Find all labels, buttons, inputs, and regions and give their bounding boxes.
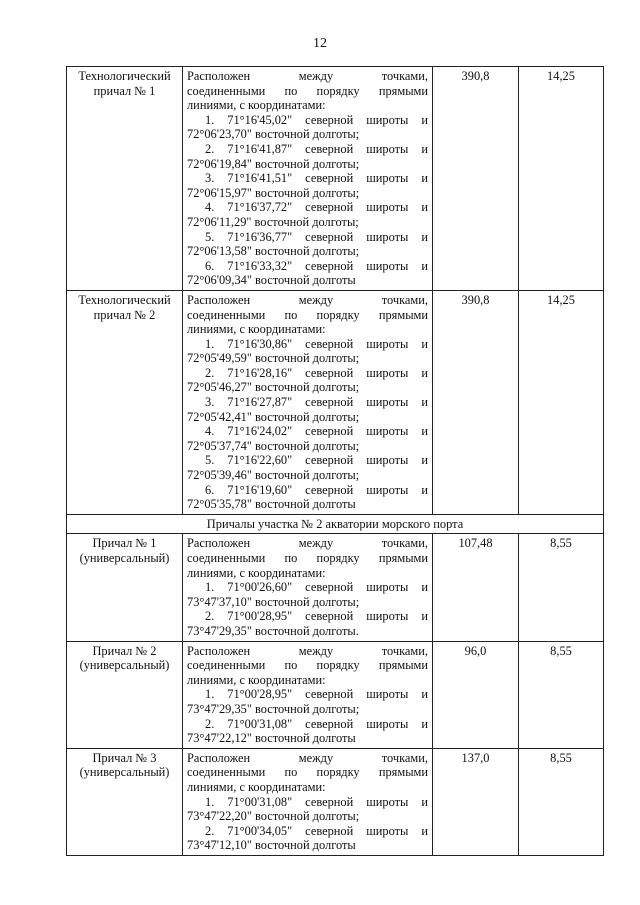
coordinate-latitude: 1. 71°16'30,86" северной широты и xyxy=(205,336,428,351)
coordinate-longitude: 72°05'39,46" восточной долготы; xyxy=(187,468,360,483)
coordinate-longitude: 72°05'46,27" восточной долготы; xyxy=(187,380,360,395)
coordinate-latitude: 1. 71°00'26,60" северной широты и xyxy=(205,580,428,595)
coordinate-longitude: 72°06'19,84" восточной долготы; xyxy=(187,156,360,171)
coordinate-longitude: 72°05'42,41" восточной долготы; xyxy=(187,409,360,424)
location-intro-line3: линиями, с координатами: xyxy=(187,322,326,337)
coordinate-longitude: 72°05'37,74" восточной долготы; xyxy=(187,438,360,453)
berth-length-cell: 390,8 xyxy=(433,290,519,514)
coordinate-latitude: 1. 71°00'28,95" северной широты и xyxy=(205,687,428,702)
berth-name-line1: Причал № 3 xyxy=(92,750,157,765)
berth-row xyxy=(67,748,604,855)
coordinate-longitude: 72°06'13,58" восточной долготы; xyxy=(187,244,360,259)
coordinate-longitude: 73°47'29,35" восточной долготы. xyxy=(187,623,359,638)
berth-length-cell: 137,0 xyxy=(433,748,519,855)
berth-location-cell xyxy=(183,641,433,748)
coordinate-latitude: 1. 71°00'31,08" северной широты и xyxy=(205,794,428,809)
coordinate-latitude: 2. 71°00'28,95" северной широты и xyxy=(205,609,428,624)
location-intro-line1: Расположен между точками, xyxy=(187,643,428,658)
coordinate-latitude: 3. 71°16'27,87" северной широты и xyxy=(205,395,428,410)
berth-name-line2: (универсальный) xyxy=(79,551,170,565)
berth-length-cell: 390,8 xyxy=(433,67,519,291)
berth-location-cell xyxy=(183,534,433,641)
berth-name-cell xyxy=(67,534,183,641)
location-intro-line1: Расположен между точками, xyxy=(187,292,428,307)
berths-table xyxy=(66,66,604,856)
coordinate-longitude: 73°47'12,10" восточной долготы xyxy=(187,838,356,853)
location-intro-line2: соединенными по порядку прямыми xyxy=(187,765,428,780)
berth-name-line2: причал № 1 xyxy=(93,83,156,98)
location-intro-line3: линиями, с координатами: xyxy=(187,672,326,687)
coordinate-longitude: 72°06'15,97" восточной долготы; xyxy=(187,185,360,200)
coordinate-latitude: 2. 71°16'41,87" северной широты и xyxy=(205,141,428,156)
coordinate-latitude: 2. 71°16'28,16" северной широты и xyxy=(205,365,428,380)
coordinate-latitude: 6. 71°16'33,32" северной широты и xyxy=(205,258,428,273)
location-intro-line2: соединенными по порядку прямыми xyxy=(187,83,428,98)
coordinate-longitude: 72°06'23,70" восточной долготы; xyxy=(187,127,360,142)
berth-name-line1: Причал № 1 xyxy=(92,536,157,551)
coordinate-longitude: 72°05'49,59" восточной долготы; xyxy=(187,351,360,366)
berth-depth-cell: 14,25 xyxy=(519,290,604,514)
section-header: Причалы участка № 2 акватории морского порта xyxy=(67,514,604,534)
coordinate-longitude: 72°06'09,34" восточной долготы xyxy=(187,273,356,288)
location-intro-line3: линиями, с координатами: xyxy=(187,565,326,580)
coordinate-latitude: 4. 71°16'24,02" северной широты и xyxy=(205,424,428,439)
berth-name-line2: причал № 2 xyxy=(93,307,156,322)
location-intro-line1: Расположен между точками, xyxy=(187,69,428,83)
berth-name-line1: Причал № 2 xyxy=(92,643,157,658)
location-intro-line1: Расположен между точками, xyxy=(187,536,428,551)
berth-row xyxy=(67,290,604,514)
coordinate-longitude: 73°47'29,35" восточной долготы; xyxy=(187,701,360,716)
coordinate-longitude: 73°47'22,20" восточной долготы; xyxy=(187,809,360,824)
berth-location-cell xyxy=(183,290,433,514)
berth-location-cell xyxy=(183,748,433,855)
coordinate-latitude: 6. 71°16'19,60" северной широты и xyxy=(205,482,428,497)
berth-name-cell xyxy=(67,748,183,855)
berth-depth-cell: 8,55 xyxy=(519,534,604,641)
coordinate-latitude: 2. 71°00'31,08" северной широты и xyxy=(205,716,428,731)
berth-length-cell: 96,0 xyxy=(433,641,519,748)
berth-length-cell: 107,48 xyxy=(433,534,519,641)
coordinate-latitude: 1. 71°16'45,02" северной широты и xyxy=(205,112,428,127)
section-header-row xyxy=(67,514,604,534)
location-intro-line2: соединенными по порядку прямыми xyxy=(187,551,428,565)
berth-depth-cell: 8,55 xyxy=(519,641,604,748)
location-intro-line1: Расположен между точками, xyxy=(187,750,428,765)
coordinate-longitude: 72°06'11,29" восточной долготы; xyxy=(187,214,359,229)
coordinate-latitude: 4. 71°16'37,72" северной широты и xyxy=(205,200,428,215)
berth-location-cell xyxy=(183,67,433,291)
berth-row xyxy=(67,641,604,748)
berth-depth-cell: 8,55 xyxy=(519,748,604,855)
coordinate-latitude: 3. 71°16'41,51" северной широты и xyxy=(205,171,428,186)
location-intro-line2: соединенными по порядку прямыми xyxy=(187,307,428,322)
berths-table-part1 xyxy=(67,67,604,515)
page-number: 12 xyxy=(313,36,327,51)
coordinate-longitude: 72°05'35,78" восточной долготы xyxy=(187,497,356,512)
berths-table-part2 xyxy=(67,534,604,855)
berth-name-cell xyxy=(67,290,183,514)
location-intro-line3: линиями, с координатами: xyxy=(187,779,326,794)
coordinate-latitude: 5. 71°16'36,77" северной широты и xyxy=(205,229,428,244)
coordinate-longitude: 73°47'22,12" восточной долготы xyxy=(187,731,356,746)
berth-name-line1: Технологический xyxy=(78,292,171,307)
coordinate-latitude: 2. 71°00'34,05" северной широты и xyxy=(205,823,428,838)
berth-depth-cell: 14,25 xyxy=(519,67,604,291)
berth-row xyxy=(67,67,604,291)
berth-row xyxy=(67,534,604,641)
coordinate-longitude: 73°47'37,10" восточной долготы; xyxy=(187,594,360,609)
berth-name-line2: (универсальный) xyxy=(79,765,170,780)
berth-name-cell xyxy=(67,641,183,748)
berth-name-line2: (универсальный) xyxy=(79,658,170,673)
location-intro-line2: соединенными по порядку прямыми xyxy=(187,658,428,673)
berth-name-cell xyxy=(67,67,183,291)
berth-name-line1: Технологический xyxy=(78,69,171,83)
location-intro-line3: линиями, с координатами: xyxy=(187,98,326,113)
coordinate-latitude: 5. 71°16'22,60" северной широты и xyxy=(205,453,428,468)
